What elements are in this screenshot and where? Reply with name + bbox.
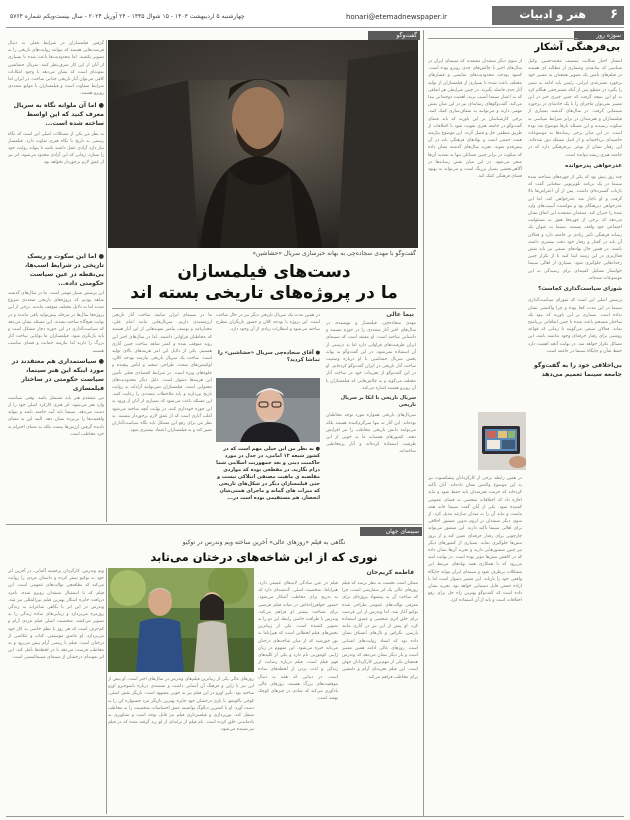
right-tail-quote: بی‌اخلاقی خود را به گفت‌وگو جامعه سینما تعمیم می‌دهد: [534, 361, 622, 378]
header-date-line: چهارشنبه ۵ اردیبهشت ۱۴۰۳ - ۱۵ شوال ۱۴۴۵ - ۲۴ آوریل ۲۰۲۴ - سال بیست‌ویکم شماره ۵۷۶۴: [10, 13, 245, 20]
footer-rule: [6, 816, 624, 817]
interview-question-1: ● اما آن ملوانه نگاه به سریال معرف کنید که این اواسط ساخته شده است...: [13, 101, 104, 127]
interview-text-col1b: ● اما این سکوت و ریسک تاریخی در شرایط اسب‌ها، بی‌نقطه در عین سیاست حکومتی داده... این پرسش بسیار مهمی است. ما در سال‌های گذشته شاهد بودیم که پروژه‌های تاریخی متعددی شروع شدند اما به دلایل مختلف متوقف ماندند. برخی از این پروژه‌ها سال‌ها در مرحله پیش‌تولید باقی ماندند و در نهایت هیچ‌گاه ساخته نشدند. این مسئله نشان می‌دهد که سیاست‌گذاری در این حوزه دچار مشکل است و باید بازنگری شود. فیلمسازان ما توانایی ساخت آثار بزرگ را دارند اما نیازمند حمایت و فضای مناسب هستند. ● سیاستمداری هم معتقدند در مورد اینکه این هنر سینما، سیاست حکومتی در ساختار فیلمسازی من معتقدم هنر باید مستقل باشد. وقتی سیاست وارد هنر می‌شود، اثر هنری کارکرد اصلی خود را از دست می‌دهد. سینما باید آینه جامعه باشد و بتواند واقعیت‌ها را بی‌پرده نشان دهد. البته این به معنای نادیده گرفتن ارزش‌ها نیست بلکه به معنای احترام به خرد مخاطب است.: [8, 253, 104, 437]
interview-col-subhead: سریال تاریخی با اتکا بر سریال تاریخی: [340, 395, 416, 409]
perfect-days-photo: [108, 568, 254, 672]
interview-question-2: ● اما این سکوت و ریسک تاریخی در شرایط اسب‌ها، بی‌نقطه در عین سیاست حکومتی داده...: [24, 253, 104, 287]
world-cinema-divider: [106, 568, 107, 814]
world-cinema-text-col4: ممکن است نخست به نظر برسد که فیلم روزهای عالی یک اثر سفارشی است، چرا که ساخت آن به پیشنهاد پروژه‌ای برای معرفی توالت‌های عمومی طراحی شده توکیو آغاز شد. اما وندرس از این فرصت برای خلق اثری شخصی و عمیق استفاده کرد. او پیش از این نیز در آثاری مانند پاریس، تگزاس و بال‌های اشتیاق نشان داده بود که استاد روایت‌های انسانی است. روزهای عالی ادامه همین مسیر است و بار دیگر نشان می‌دهد که وندرس همچنان یکی از مهم‌ترین کارگردانان جهان است. این فیلم تجربه‌ای آرام و دلنشین برای مخاطب فراهم می‌کند.: [342, 581, 418, 680]
world-cinema-byline: فاطمه کریم‌خان: [366, 569, 414, 576]
world-cinema-text-col1: ویم وندرس، کارگردان برجسته آلمانی، در آخرین اثر خود به توکیو سفر کرده و داستان مردی را روایت می‌کند که نظافتچی توالت‌های عمومی است. این فیلم که با استقبال منتقدان روبرو شده، نامزد دریافت جایزه اسکار بهترین فیلم بین‌المللی نیز شد. وندرس در این اثر با نگاهی شاعرانه به زندگی روزمره می‌پردازد و زیبایی‌های ساده زندگی را به تصویر می‌کشد. شخصیت اصلی فیلم مردی آرام و کم‌حرف است که هر روز با نظم خاصی به کار خود می‌پردازد. او عاشق موسیقی، کتاب و عکاسی از درختان است. فیلم با ریتمی آرام پیش می‌رود و به مخاطب فرصت می‌دهد تا در لحظه‌ها تأمل کند. این اثر نمونه‌ای درخشان از سینمای مینیمالیستی است.: [8, 569, 104, 661]
world-cinema-text-col3: فیلم در عین سادگی لایه‌های عمیقی دارد. هیرایاما، شخصیت اصلی، گذشته‌ای دارد که به تدریج برای مخاطب آشکار می‌شود. حضور خواهرزاده‌اش در میانه فیلم فرصتی برای شناخت بیشتر او فراهم می‌کند. وندرس با ظرافت خاصی رابطه این دو را به تصویر کشیده است. یکی از زیباترین بخش‌های فیلم لحظاتی است که هیرایاما به نور خورشید که از میان شاخه‌های درختان می‌تابد خیره می‌شود. این مفهوم در زبان ژاپنی کوموربی نام دارد و یکی از کلیدهای فهم فیلم است. فیلم درباره رضایت از زندگی و لذت بردن از لحظه‌های ساده است. در دنیایی که همه به دنبال موفقیت‌های بزرگ هستند، روزهای عالی یادآوری می‌کند که شادی در چیزهای کوچک نهفته است.: [258, 581, 338, 702]
interview-byline: نیما عالی: [386, 311, 414, 318]
right-column-headline: بی‌فرهنگی آشکار: [534, 42, 620, 53]
interview-photo-caption: ● آقای سجاده‌چی سریال «حشاشین» را تماشا کردید؟: [218, 350, 320, 363]
right-column-text-c: در همین رابطه برخی از کارگردانان پیشکسوت نیز به این موضوع واکنش نشان داده‌اند. آنان تأکید کرده‌اند که حرمت هنرمندان باید حفظ شود و نباید اجازه داد که اختلافات شخصی به فضای عمومی کشیده شود. یکی از آنان گفت سینما خانه همه ماست و نباید آن را به میدان منازعه تبدیل کرد. از سوی دیگر منتقدان بر لزوم تدوین منشور اخلاقی برای اهالی سینما تأکید دارند. این منشور می‌تواند چارچوبی برای رفتار حرفه‌ای تعیین کند و از بروز تنش‌ها جلوگیری نماید. بسیاری از کشورهای دیگر نیز چنین منشورهایی دارند و تجربه آن‌ها نشان داده که در کاهش تنش‌ها مؤثر بوده است. در نهایت امید می‌رود که با همکاری همه نهادهای مرتبط این مشکلات برطرف شود و سینمای ایران بتواند جایگاه واقعی خود را بازیابد. این مسیر دشوار است اما با اراده جمعی قابل دستیابی خواهد بود. تجربه نشان داده است که گفت‌وگو بهترین راه حل برای رفع اختلافات است و باید از آن استفاده کرد.: [428, 476, 522, 604]
world-cinema-title: نوری که از این شاخه‌های درختان می‌تابد: [150, 550, 378, 564]
interview-title-2: ما در پروژه‌های تاریخی بسته اند: [130, 283, 398, 303]
interview-kicker: گفت‌وگو با مهدی سجاده‌چی به بهانه خبرسازی سریال «حشاشین»: [252, 250, 416, 257]
right-subhead-1: عذرخواهی پدرخوانده: [565, 162, 622, 169]
interview-main-photo: [108, 40, 418, 248]
right-column-label: سوژه روز: [574, 31, 624, 40]
interview-divider-left: [106, 40, 107, 522]
page-header: [0, 0, 630, 30]
interview-pull-quote: ● به نظر من این خیلی مهم است که در کشور شیعه ۱۲ امامی، در جدل در مورد حاکمیت دینی و بعد جمهوریت اسلامی شما درام نگارید. در مقطعی بوده که مواردی مقلصبه ی ماهیت مصنفی انتلاکی نیست و حتی فیلمسازان دیگر در شکل‌های تاریخی که میراث های گمانه و ماجرای همتی‌شان انحصار، هم مستقیمی بوده است در...: [216, 446, 320, 501]
interview-title-1: دست‌های فیلمسازان: [177, 262, 351, 282]
interview-text-col3: در همین مدت یک سریال تاریخی دیگر نیز در حال ساخت است. این پروژه با بودجه کلان و حضور بازیگران مطرح ساخته می‌شود و انتظارات زیادی از آن وجود دارد.: [216, 313, 320, 333]
right-subhead-2: شورای سیاست‌گذاری کجاست؟: [538, 286, 622, 293]
tablet-photo: [478, 412, 526, 470]
interview-text-col4: مهدی سجاده‌چی، فیلمساز و نویسنده، در سال‌های اخیر آثار متعددی را در حوزه مستند و داستانی ساخته است. او معتقد است که سینمای ایران ظرفیت‌های فراوانی دارد اما به درستی از آن استفاده نمی‌شود. در این گفت‌وگو به بهانه پخش سریال حشاشین با او درباره وضعیت ساخت آثار تاریخی در ایران گفت‌وگو کرده‌ایم. او در این گفت‌وگو از تجربیات خود در ساخت آثار مختلف می‌گوید و به چالش‌هایی که فیلمسازان با آن روبرو هستند اشاره می‌کند. سریال تاریخی با اتکا بر سریال تاریخی سریال‌های تاریخی همواره مورد توجه مخاطبان بوده‌اند. این آثار نه تنها سرگرم‌کننده هستند بلکه می‌توانند دانش تاریخی مخاطب را نیز افزایش دهند. کشورهای همسایه ما به خوبی از این ظرفیت استفاده کرده‌اند و آثار پرمخاطبی ساخته‌اند.: [326, 321, 416, 455]
right-column-rule: [428, 38, 578, 39]
world-cinema-label: سینمای جهان: [360, 527, 422, 536]
interview-label: گفت‌وگو: [368, 31, 420, 40]
section-tab: [492, 6, 624, 25]
right-column-text-a: انتشار اخبار شکایت منتصف محمدحسن، وکیل شناسی که سابقه‌ی وشماری از مطالبه ای هستند در فیلم‌های تأمین یک تصویر همچنان به مسیر خود برخورد مسرعه‌ی ایرانی، رئیس باید ادامه به ستیز را بگیرد در مقطع پس از آنکه مسترجمی هنگام کرد به او این نتیجه گرفت که چنین چیزی خبر در این مسیر نمی‌توان ماجرای را با یک حادثه‌ای در برخورد سینمایی گرفت. در سال‌های گذشته بسیاری از فیلمسازان و هنرمندان در برابر شرایط سیاسی به سکوت رسیدند و این مسئله بارها موضوع نقد بوده است. در این میان برخی رسانه‌ها به موضوعات حاشیه‌ای پرداخته‌اند و از اصل مسئله دور شده‌اند. این رفتار نشان از نوعی بی‌فرهنگی دارد که در جامعه هنری ریشه دوانده است. عذرخواهی پدرخوانده چند روز پیش بود که یکی از چهره‌های شناخته شده سینما در یک برنامه تلویزیونی سخنانی گفت که بازتاب گسترده‌ای داشت. پس از آن اعتراض‌ها بالا گرفت و او ناچار شد عذرخواهی کند. اما این عذرخواهی دیرهنگام بود و نتوانست آسیب‌های وارد شده را جبران کند. منتقدان معتقدند این اتفاق نشان می‌دهد که برخی از چهره‌ها هنوز به مسئولیت اجتماعی خود واقف نیستند. سینما به عنوان یک رسانه فرهنگی تأثیر زیادی بر جامعه دارد و فعالان آن باید در گفتار و رفتار خود دقت بیشتری داشته باشند. در همین حال نهادهای صنفی نیز باید نقش فعال‌تری در این زمینه ایفا کنند تا از تکرار چنین رخدادهایی جلوگیری شود. بسیاری از اهالی سینما خواستار تشکیل کمیته‌ای برای رسیدگی به این موضوعات شده‌اند. شورای سیاست‌گذاری کجاست؟ پرسش اصلی این است که شورای سیاست‌گذاری سینما در این مدت کجا بوده و چرا واکنشی نشان نداده است. بسیاری بر این باورند که نبود یک ساختار منسجم باعث شده تا چنین اتفاقاتی بی‌پاسخ بماند. فعالان صنفی می‌گویند تا زمانی که قواعد روشنی برای رفتار حرفه‌ای وجود نداشته باشد، این مسائل تکرار خواهد شد. در نهایت آنچه اهمیت دارد حفظ شأن و جایگاه سینما در جامعه است. بی‌اخلاقی خود را به گفت‌وگو جامعه سینما تعمیم می‌دهد: [528, 59, 622, 378]
header-rule: [6, 27, 624, 28]
interview-text-col2: ما در سینمای ایران سابقه ساخت آثار تاریخی ارزشمندی داریم. سریال‌هایی مانند امام علی، مختارنامه و یوسف پیامبر نمونه‌هایی از این آثار هستند که مخاطبان فراوانی داشتند. اما در سال‌های اخیر این روند متوقف شده و کمتر شاهد ساخت چنین آثاری هستیم. یکی از دلایل این امر هزینه‌های بالای تولید است. ساخت یک سریال تاریخی نیازمند بودجه کلان، لوکیشن‌های متعدد، طراحی صحنه و لباس پیچیده و جلوه‌های ویژه است. در شرایط اقتصادی فعلی تأمین این هزینه‌ها دشوار است. دلیل دیگر محدودیت‌های محتوایی است. فیلمسازان نمی‌توانند آزادانه به روایت تاریخ بپردازند و باید ملاحظات متعددی را رعایت کنند. این مسئله باعث می‌شود که بسیاری از آنان از ورود به این حوزه خودداری کنند. در نهایت آنچه ساخته می‌شود اغلب آثاری است که از عمق لازم برخوردار نیستند. به نظر من برای رفع این مشکل باید نگاه سیاست‌گذاران تغییر کند و به فیلمسازان اعتماد بیشتری شود.: [112, 313, 212, 434]
interview-title-rule: [112, 308, 416, 309]
right-column-text-b: از سوی دیگر منتقدان معتقدند که سینمای ایران در سال‌های اخیر با چالش‌های جدی روبرو بوده است. کمبود بودجه، محدودیت‌های نمایشی و فشارهای مختلف باعث شده تا بسیاری از فیلمسازان از تولید آثار جدی فاصله بگیرند. در چنین شرایطی هر اتفاقی که به اعتبار سینما آسیب بزند، اهمیت دوچندانی پیدا می‌کند. گفت‌وگوهای رسانه‌ای نیز در این میان نقش مهمی دارند و می‌توانند به شفاف‌سازی کمک کنند. برخی کارشناسان بر این باورند که باید فضای گفت‌وگو در جامعه هنری تقویت شود تا اختلافات از طریق منطقی حل و فصل گردد. این موضوع نیازمند همت جمعی است و نهادهای فرهنگی باید در آن پیش‌قدم شوند. تجربه سال‌های گذشته نشان داده که سکوت در برابر چنین مسائلی تنها به تشدید آن‌ها منجر می‌شود. در این میان نقش رسانه‌ها در آگاهی‌بخشی بسیار پررنگ است و می‌تواند به بهبود فضای فرهنگی کمک کند.: [428, 59, 522, 180]
page-number: ۶: [610, 7, 618, 22]
section-divider: [6, 524, 422, 525]
world-cinema-text-col2: روزهای عالی یکی از زیباترین فیلم‌های وندرس در سال‌های اخیر است. او پیش از این نیز با ژاپن و فرهنگ آن آشنایی داشت و مستندی درباره یاسوجیرو اوزو ساخته بود. تأثیر اوزو در این فیلم نیز به خوبی مشهود است. بازیگر نقش اصلی، کوجی یاکوشو، با بازی درخشان خود جایزه بهترین بازیگر مرد جشنواره کن را به دست آورد. او با کمترین دیالوگ توانسته عمق احساسات شخصیت را به مخاطب منتقل کند. نورپردازی و فیلمبرداری فیلم نیز قابل توجه است و تصاویری به یادماندنی خلق کرده است. نام فیلم از ترانه‌ای از لو رید گرفته شده که در فیلم نیز شنیده می‌شود.: [108, 677, 254, 733]
world-cinema-kicker: نگاهی به فیلم «روزهای عالی» آخرین ساخته ویم وندرس در توکیو: [182, 539, 346, 546]
section-name: هنر و ادبیات: [519, 8, 586, 21]
interview-portrait-photo: [216, 378, 320, 442]
interview-question-3: ● سیاستمداری هم معتقدند در مورد اینکه این هنر سینما، سیاست حکومتی در ساختار فیلمسازی: [11, 357, 104, 392]
interview-text-col1: گرفتن فیلمسازان در شرایط فعلی به دنبال فرصت‌هایی هستند که بتوانند روایت‌های تاریخی را به تصویر بکشند. اما محدودیت‌ها باعث شده تا بسیاری از آنان از این کار صرف‌نظر کنند. سریال حشاشین نمونه‌ای است که نشان می‌دهد با وجود امکانات کافی می‌توان آثار تاریخی جذابی ساخت. در ایران اما شرایط متفاوت است و فیلمسازان با موانع متعددی روبرو هستند. ● اما آن ملوانه نگاه به سریال معرف کنید که این اواسط ساخته شده است... به نظر من یکی از مشکلات اصلی این است که نگاه رسمی به تاریخ با نگاه هنری تفاوت دارد. فیلمساز نیاز دارد آزادی عمل داشته باشد تا بتواند روایت خود را بسازد. زمانی که این آزادی محدود می‌شود، اثر نیز از عمق لازم برخوردار نخواهد بود.: [8, 41, 104, 166]
right-column-divider: [423, 30, 424, 816]
header-email[interactable]: honari@etemadnewspaper.ir: [346, 13, 448, 21]
